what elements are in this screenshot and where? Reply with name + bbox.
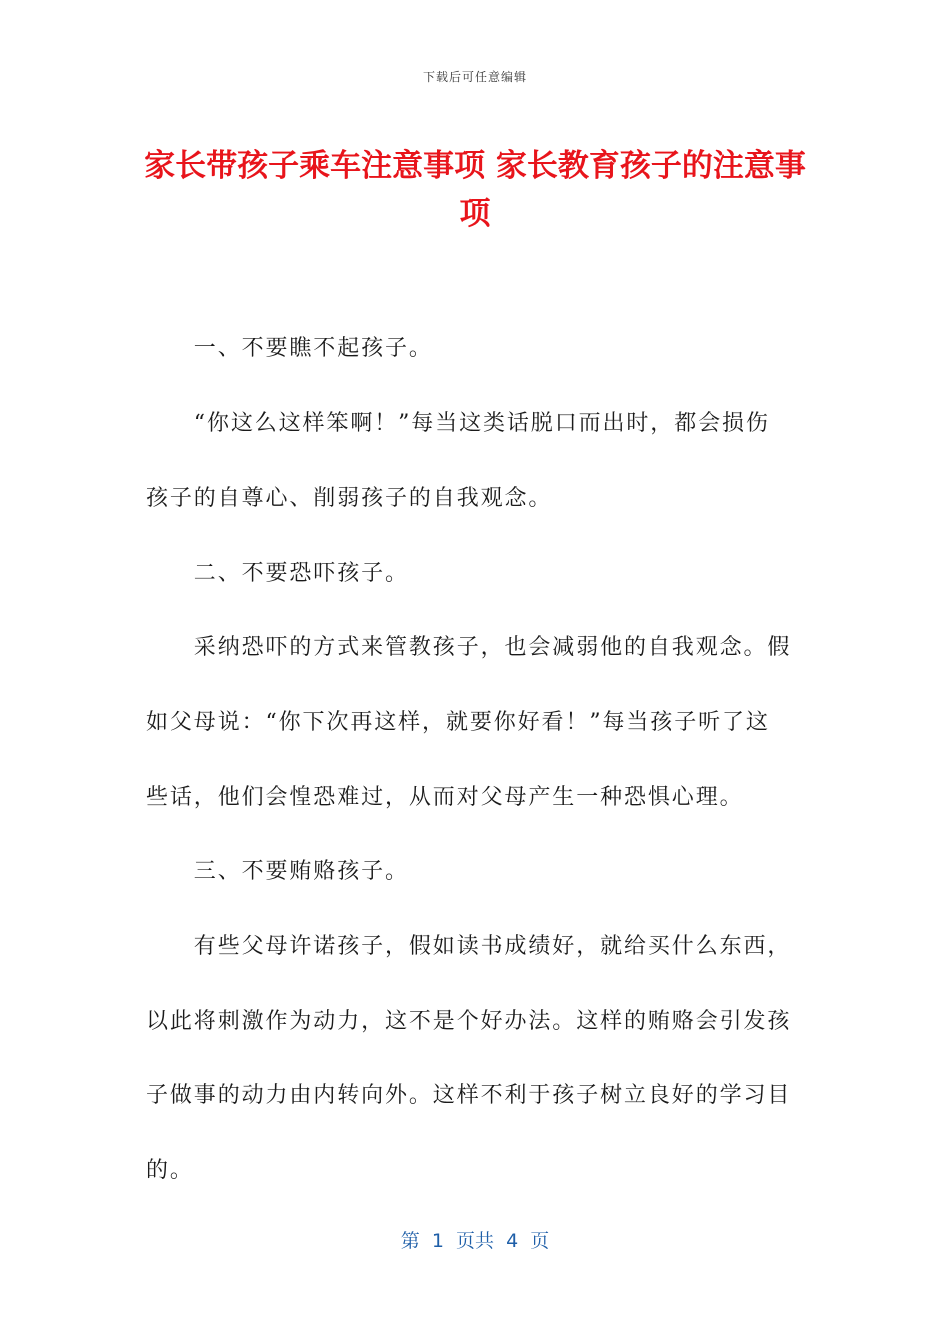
paragraph-line: 孩子的自尊心、削弱孩子的自我观念。	[146, 486, 553, 511]
page-number-footer: 第 1 页共 4 页	[400, 1230, 550, 1252]
paragraph-line: 的。	[146, 1158, 194, 1183]
document-title: 家长带孩子乘车注意事项 家长教育孩子的注意事项	[144, 148, 806, 232]
paragraph-line: 有些父母许诺孩子，假如读书成绩好，就给买什么东西，	[146, 934, 792, 959]
paragraph-line: 以此将刺激作为动力，这不是个好办法。这样的贿赂会引发孩	[146, 1009, 792, 1034]
section-heading-3: 三、不要贿赂孩子。	[146, 859, 409, 884]
paragraph-line: “你这么这样笨啊！”每当这类话脱口而出时，都会损伤	[146, 411, 770, 436]
paragraph-line: 采纳恐吓的方式来管教孩子，也会减弱他的自我观念。假	[146, 635, 792, 660]
header-note: 下载后可任意编辑	[422, 70, 527, 84]
paragraph-line: 如父母说：“你下次再这样，就要你好看！”每当孩子听了这	[146, 710, 770, 735]
paragraph-line: 些话，他们会惶恐难过，从而对父母产生一种恐惧心理。	[146, 785, 744, 810]
paragraph-line: 子做事的动力由内转向外。这样不利于孩子树立良好的学习目	[146, 1083, 792, 1108]
section-heading-2: 二、不要恐吓孩子。	[146, 561, 409, 586]
section-heading-1: 一、不要瞧不起孩子。	[146, 336, 433, 361]
